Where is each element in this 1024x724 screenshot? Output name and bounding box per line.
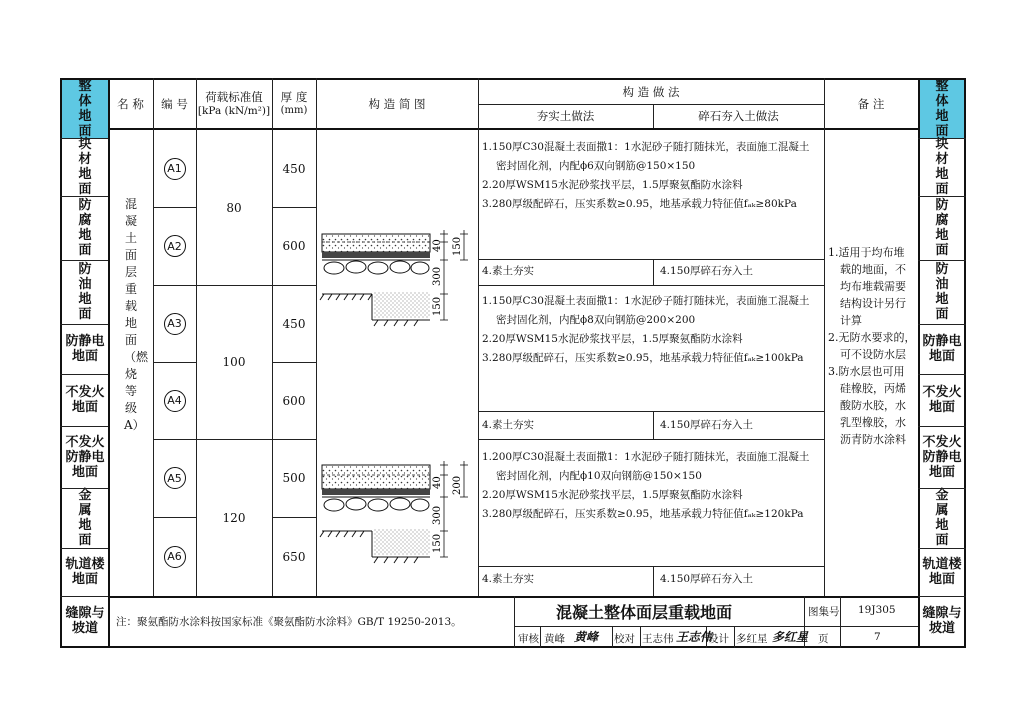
notes-block xyxy=(828,244,916,448)
method-line: 1.150厚C30混凝土表面撒1：1水泥砂子随打随抹光，表面施工混凝土 xyxy=(482,141,810,153)
method-line: 3.280厚级配碎石，压实系数≥0.95，地基承载力特征值fₐₖ≥80kPa xyxy=(482,198,797,210)
row-a4-thickness: 600 xyxy=(282,393,306,408)
row-a6-thickness: 650 xyxy=(282,549,306,564)
reviewer-signature: 黄峰 xyxy=(574,630,599,644)
header-code: 编 号 xyxy=(161,97,188,111)
left-tab-2[interactable]: 防腐地面 xyxy=(78,198,92,258)
footer-note: 注：聚氨酯防水涂料按国家标准《聚氨酯防水涂料》GB/T 19250-2013。 xyxy=(116,616,462,628)
header-thickness xyxy=(272,80,316,128)
code-badge: A3 xyxy=(164,313,186,335)
right-tab-6[interactable]: 不发火防静电地面 xyxy=(922,434,962,480)
category-name: 混凝土面层重载地面（燃烧等级A） xyxy=(124,197,149,432)
note-line: 载的地面，不 xyxy=(840,263,906,276)
method-line: 1.200厚C30混凝土表面撒1：1水泥砂子随打随抹光，表面施工混凝土 xyxy=(482,451,810,463)
checker-name: 王志伟 xyxy=(642,633,674,645)
left-tab-3[interactable]: 防油地面 xyxy=(78,262,92,322)
header-name: 名 称 xyxy=(117,97,144,111)
method-line: 密封固化剂，内配ϕ8双向钢筋@200×200 xyxy=(496,314,696,326)
right-tab-5[interactable]: 不发火地面 xyxy=(922,385,962,415)
left-tab-4[interactable]: 防静电地面 xyxy=(65,334,105,364)
drawing-title: 混凝土整体面层重载地面 xyxy=(556,603,733,622)
left-tab-5[interactable]: 不发火地面 xyxy=(65,385,105,415)
right-tab-1[interactable]: 块材地面 xyxy=(935,137,949,197)
note-line: 计算 xyxy=(840,314,862,327)
designer-signature: 多红星 xyxy=(772,630,809,644)
row-a5-code xyxy=(153,439,196,517)
code-badge: A5 xyxy=(164,467,186,489)
note-line: 结构设计另行 xyxy=(840,297,906,310)
note-line: 1.适用于均布堆 xyxy=(828,246,905,259)
method-block-2 xyxy=(482,292,809,368)
construction-diagram-1 xyxy=(316,130,478,440)
diagram2-dim-200: 200 xyxy=(452,475,463,495)
diagram2-dim-300: 300 xyxy=(432,505,443,525)
note-line: 硅橡胶，丙烯 xyxy=(840,382,906,395)
left-tab-divider xyxy=(108,78,110,648)
method-line: 2.20厚WSM15水泥砂浆找平层，1.5厚聚氨酯防水涂料 xyxy=(482,333,743,345)
method-line: 2.20厚WSM15水泥砂浆找平层，1.5厚聚氨酯防水涂料 xyxy=(482,489,743,501)
right-tab-7[interactable]: 金属地面 xyxy=(935,488,949,548)
row-a6-code xyxy=(153,517,196,596)
code-badge: A6 xyxy=(164,546,186,568)
method-line: 3.280厚级配碎石，压实系数≥0.95，地基承载力特征值fₐₖ≥120kPa xyxy=(482,508,804,520)
header-method: 构 造 做 法 xyxy=(622,85,680,99)
left-tab-8[interactable]: 轨道楼地面 xyxy=(65,557,105,587)
method-1-a4: 4.素土夯实 xyxy=(482,265,535,277)
note-line: 3.防水层也可用 xyxy=(828,365,905,378)
diagram2-dim-150: 150 xyxy=(432,533,443,553)
method-line: 2.20厚WSM15水泥砂浆找平层，1.5厚聚氨酯防水涂料 xyxy=(482,179,743,191)
code-badge: A4 xyxy=(164,390,186,412)
right-tab-2[interactable]: 防腐地面 xyxy=(935,198,949,258)
right-tab-3[interactable]: 防油地面 xyxy=(935,262,949,322)
left-tab-6[interactable]: 不发火防静电地面 xyxy=(65,434,105,480)
method-line: 1.150厚C30混凝土表面撒1：1水泥砂子随打随抹光，表面施工混凝土 xyxy=(482,295,810,307)
header-method-b: 碎石夯入土做法 xyxy=(698,109,779,123)
method-line: 3.280厚级配碎石，压实系数≥0.95，地基承载力特征值fₐₖ≥100kPa xyxy=(482,352,804,364)
construction-diagram-2 xyxy=(316,439,478,589)
diagram2-dim-40: 40 xyxy=(432,476,443,489)
review-label: 审核 xyxy=(518,633,539,645)
row-a5-thickness: 500 xyxy=(282,471,306,485)
diagram1-dim-300: 300 xyxy=(432,266,443,286)
method-line: 密封固化剂，内配ϕ6双向钢筋@150×150 xyxy=(496,160,696,172)
note-line: 沥青防水涂料 xyxy=(840,433,906,446)
method-2-b4: 4.150厚碎石夯入土 xyxy=(660,419,754,431)
row-a1-thickness: 450 xyxy=(282,161,306,176)
left-tab-7[interactable]: 金属地面 xyxy=(78,488,92,548)
note-line: 可不设防水层 xyxy=(840,348,906,361)
right-tab-4[interactable]: 防静电地面 xyxy=(922,334,962,364)
atlas-label: 图集号 xyxy=(808,606,840,618)
right-tab-8[interactable]: 轨道楼地面 xyxy=(922,557,962,587)
note-line: 均布堆载需要 xyxy=(840,280,906,293)
left-tab-0[interactable]: 整体地面 xyxy=(62,80,108,138)
header-notes: 备 注 xyxy=(857,97,885,111)
diagram1-dim-150-bottom: 150 xyxy=(432,296,443,316)
header-thickness-unit: (mm) xyxy=(280,105,308,116)
load-group-3: 120 xyxy=(222,510,246,525)
note-line: 乳型橡胶，水 xyxy=(840,416,906,429)
method-2-a4: 4.素土夯实 xyxy=(482,419,535,431)
right-tab-9[interactable]: 缝隙与坡道 xyxy=(922,606,962,636)
diagram1-dim-40: 40 xyxy=(432,239,443,252)
header-method-a: 夯实土做法 xyxy=(536,109,595,123)
load-group-1: 80 xyxy=(226,200,242,215)
left-tab-9[interactable]: 缝隙与坡道 xyxy=(65,606,105,636)
note-line: 2.无防水要求的， xyxy=(828,331,916,344)
header-load xyxy=(196,80,272,128)
header-load-unit: [kPa (kN/m²)] xyxy=(197,105,271,117)
header-thickness-label: 厚 度 xyxy=(280,90,308,104)
header-diagram: 构 造 简 图 xyxy=(368,97,426,111)
row-a1-code xyxy=(153,130,196,207)
row-a3-code xyxy=(153,285,196,362)
method-block-1 xyxy=(482,138,809,214)
method-block-3 xyxy=(482,448,809,524)
note-line: 酸防水胶，水 xyxy=(840,399,906,412)
method-1-b4: 4.150厚碎石夯入土 xyxy=(660,265,754,277)
right-tab-divider xyxy=(918,78,920,648)
row-a3-thickness: 450 xyxy=(282,316,306,331)
header-load-label: 荷载标准值 xyxy=(205,90,263,104)
method-3-a4: 4.素土夯实 xyxy=(482,573,535,585)
right-tab-0[interactable]: 整体地面 xyxy=(920,80,964,138)
diagram1-dim-150-top: 150 xyxy=(452,236,463,256)
reviewer-name: 黄峰 xyxy=(544,633,565,645)
page-label: 页 xyxy=(818,633,829,645)
method-3-b4: 4.150厚碎石夯入土 xyxy=(660,573,754,585)
code-badge: A2 xyxy=(164,235,186,257)
code-badge: A1 xyxy=(164,158,186,180)
checker-signature: 王志伟 xyxy=(676,630,713,644)
row-a2-code xyxy=(153,207,196,285)
left-tab-1[interactable]: 块材地面 xyxy=(78,137,92,197)
row-a4-code xyxy=(153,362,196,439)
load-group-2: 100 xyxy=(222,355,246,369)
design-label: 设计 xyxy=(708,633,729,645)
row-a2-thickness: 600 xyxy=(282,239,306,253)
method-line: 密封固化剂，内配ϕ10双向钢筋@150×150 xyxy=(496,470,702,482)
page-number: 7 xyxy=(874,631,881,643)
designer-name: 多红星 xyxy=(736,633,768,645)
check-label: 校对 xyxy=(614,633,635,645)
atlas-number: 19J305 xyxy=(858,604,896,616)
